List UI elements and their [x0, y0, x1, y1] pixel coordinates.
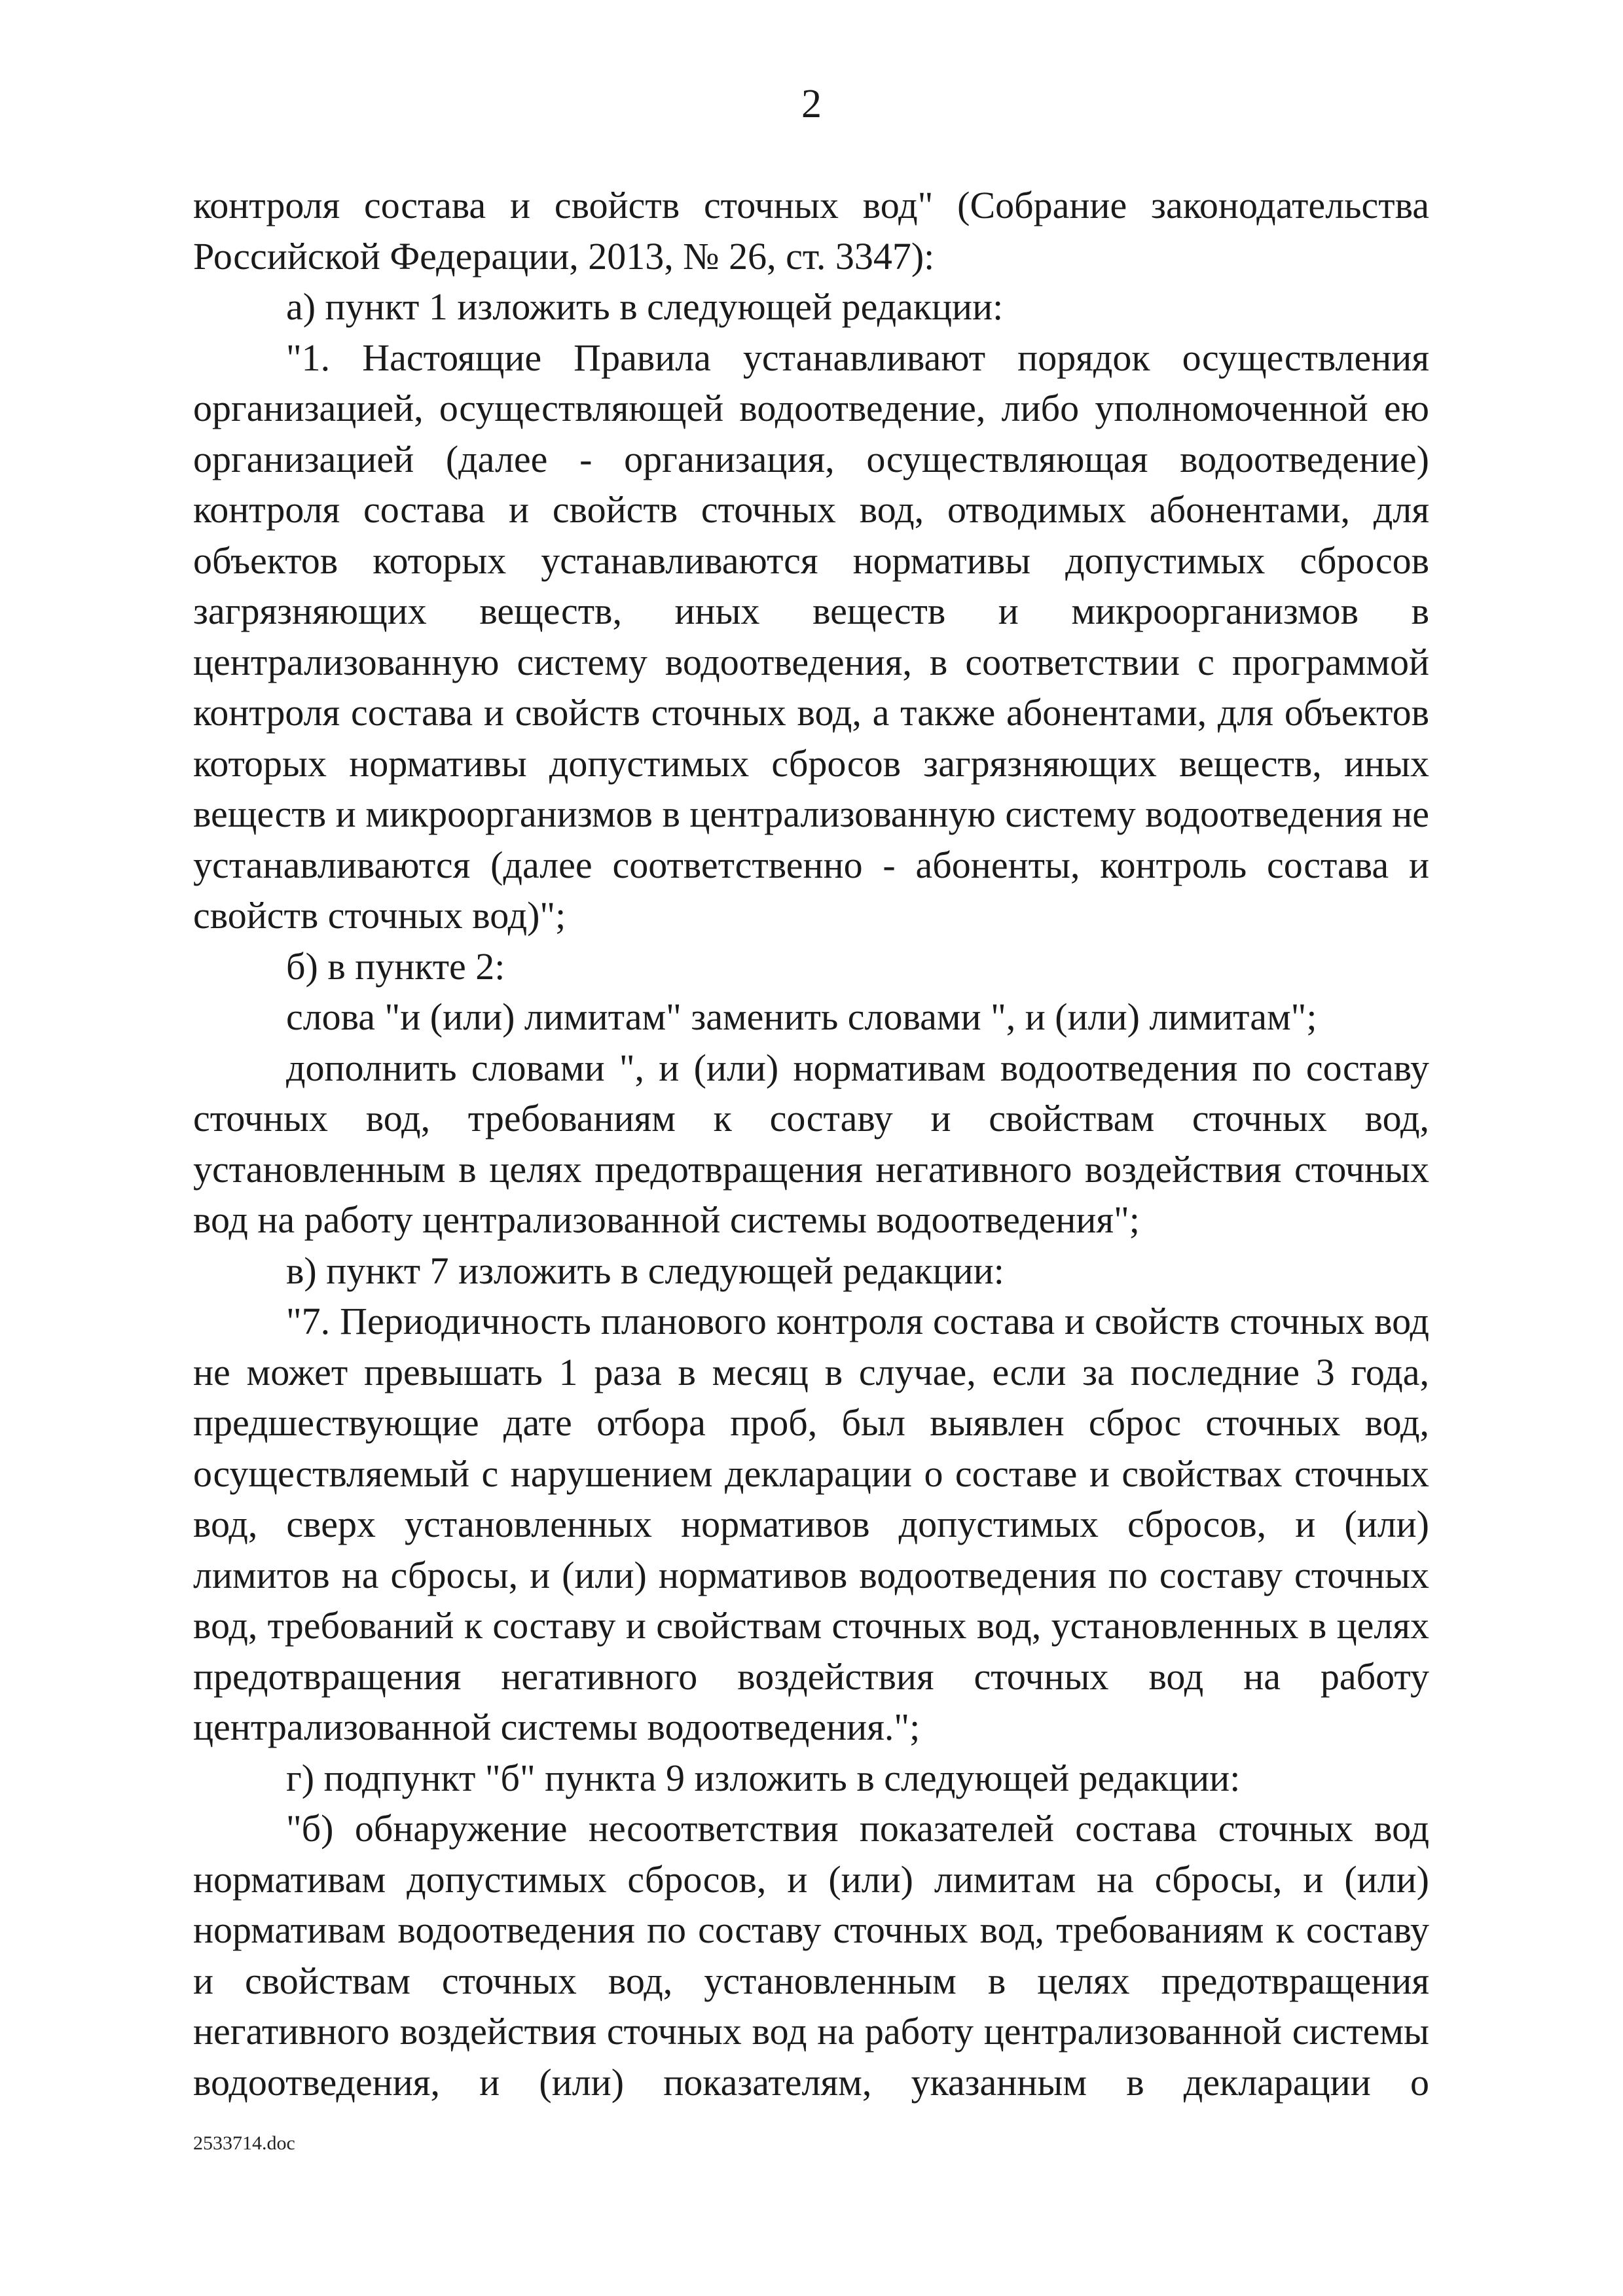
footer-filename: 2533714.doc — [193, 2132, 295, 2154]
paragraph-subclause-b: "б) обнаружение несоответствия показателей состава сточных вод нормативам допустимых сбросов, и (или) лимитам на сбросы, и (или) нормативам водоотведения по составу сточных вод, требованиям к составу и свойствам сточных вод, установленным в целях предотвращения негативного воздействия сточных вод на работу централизованной системы водоотведения, и (или) показателям, указанным в декларации о — [193, 1807, 1429, 2104]
document-body — [193, 180, 1429, 2108]
paragraph-item-b-supplement: дополнить словами ", и (или) нормативам водоотведения по составу сточных вод, требованиям к составу и свойствам сточных вод, установленным в целях предотвращения негативного воздействия сточных вод на работу централизованной системы водоотведения"; — [193, 1046, 1429, 1241]
paragraph-item-a: а) пункт 1 изложить в следующей редакции: — [286, 285, 1004, 328]
page-number: 2 — [801, 82, 822, 126]
paragraph-clause-7: "7. Периодичность планового контроля состава и свойств сточных вод не может превышать 1 раза в месяц в случае, если за последние 3 года, предшествующие дате отбора проб, был выявлен сброс сточных вод, осуществляемый с нарушением декларации о составе и свойствах сточных вод, сверх установленных нормативов допустимых сбросов, и (или) лимитов на сбросы, и (или) нормативов водоотведения по составу сточных вод, требований к составу и свойствам сточных вод, установленных в целях предотвращения негативного воздействия сточных вод на работу централизованной системы водоотведения."; — [193, 1300, 1429, 1748]
paragraph-item-g: г) подпункт "б" пункта 9 изложить в следующей редакции: — [286, 1756, 1241, 1799]
paragraph-item-b: б) в пункте 2: — [286, 944, 505, 988]
paragraph-item-v: в) пункт 7 изложить в следующей редакции: — [286, 1249, 1004, 1292]
paragraph-intro-continuation: контроля состава и свойств сточных вод" (Собрание законодательства Российской Федерации, 2013, № 26, ст. 3347): — [193, 184, 1429, 278]
paragraph-clause-1: "1. Настоящие Правила устанавливают порядок осуществления организацией, осуществляющей водоотведение, либо уполномоченной ею организацией (далее - организация, осуществляющая водоотведение) контроля состава и свойств сточных вод, отводимых абонентами, для объектов которых устанавливаются нормативы допустимых сбросов загрязняющих веществ, иных веществ и микроорганизмов в централизованную систему водоотведения, в соответствии с программой контроля состава и свойств сточных вод, а также абонентами, для объектов которых нормативы допустимых сбросов загрязняющих веществ, иных веществ и микроорганизмов в централизованную систему водоотведения не устанавливаются (далее соответственно - абоненты, контроль состава и свойств сточных вод)"; — [193, 336, 1429, 937]
paragraph-item-b-words: слова "и (или) лимитам" заменить словами ", и (или) лимитам"; — [286, 996, 1317, 1038]
